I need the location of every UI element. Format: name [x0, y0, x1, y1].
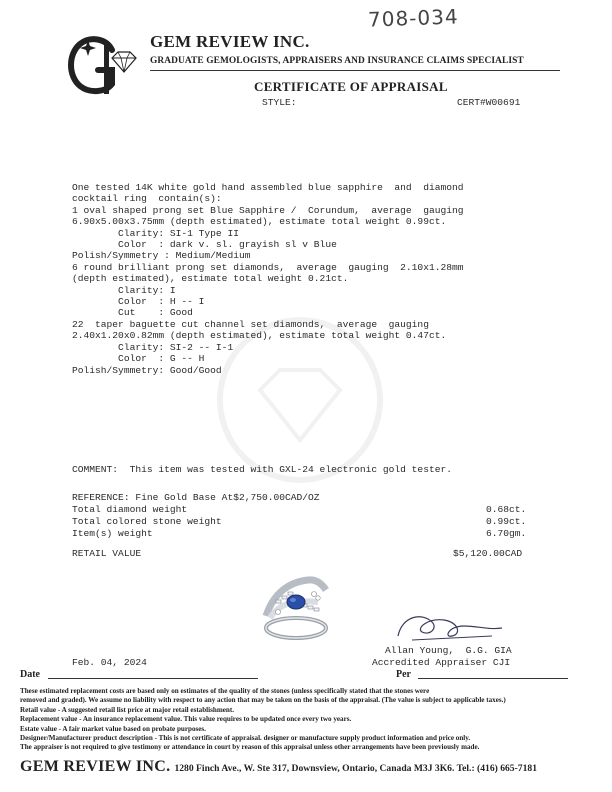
appraisal-date: Feb. 04, 2024: [72, 657, 147, 668]
footer-company-name: GEM REVIEW INC.: [20, 758, 171, 775]
disclaimer-line: Designer/Manufacturer product description - This is not certificate of appraisal. designer or manufacture supply product information and price only.: [20, 734, 471, 743]
body-line: 6 round brilliant prong set diamonds, average gauging 2.10x1.28mm: [72, 261, 464, 273]
per-line: [418, 678, 568, 679]
comment-line: COMMENT: This item was tested with GXL-24 electronic gold tester.: [72, 464, 452, 475]
summary-value-diamond: 0.68ct.: [486, 504, 527, 515]
retail-value-label: RETAIL VALUE: [72, 548, 142, 559]
body-line: Color : H -- I: [72, 296, 205, 308]
gem-logo: [60, 30, 138, 100]
company-subtitle: GRADUATE GEMOLOGISTS, APPRAISERS AND INSURANCE CLAIMS SPECIALIST: [150, 56, 524, 66]
footer: [20, 758, 537, 776]
appraiser-title: Accredited Appraiser CJI: [372, 657, 511, 668]
body-line: Cut : Good: [72, 307, 193, 319]
body-line: Color : G -- H: [72, 353, 205, 365]
body-line: Polish/Symmetry : Medium/Medium: [72, 250, 251, 262]
body-line: Clarity: SI-2 -- I-1: [72, 341, 234, 353]
body-line: Color : dark v. sl. grayish sl v Blue: [72, 239, 337, 251]
header-divider: [150, 70, 560, 71]
disclaimer-line: Retail value - A suggested retail list price at major retail establishment.: [20, 705, 234, 714]
body-line: 1 oval shaped prong set Blue Sapphire / Corundum, average gauging: [72, 204, 464, 216]
body-line: 2.40x1.20x0.82mm (depth estimated), estimate total weight 0.47ct.: [72, 330, 447, 342]
company-name: GEM REVIEW INC.: [150, 32, 310, 51]
summary-label-colored-stone: Total colored stone weight: [72, 516, 222, 527]
disclaimer-line: The appraiser is not required to give testimony or attendance in court by reason of this appraisal unless other arrangements have been previously made.: [20, 743, 480, 752]
per-label: Per: [396, 669, 411, 680]
summary-label-item-weight: Item(s) weight: [72, 528, 153, 539]
disclaimer-line: Estate value - A fair market value based on probate purposes.: [20, 724, 206, 733]
body-line: Clarity: SI-1 Type II: [72, 227, 239, 239]
body-line: 22 taper baguette cut channel set diamonds, average gauging: [72, 318, 429, 330]
summary-label-diamond: Total diamond weight: [72, 504, 188, 515]
body-line: cocktail ring contain(s):: [72, 193, 222, 205]
date-label: Date: [20, 669, 40, 680]
date-line: [48, 678, 258, 679]
body-line: One tested 14K white gold hand assembled blue sapphire and diamond: [72, 182, 464, 193]
summary-value-colored-stone: 0.99ct.: [486, 516, 527, 527]
handwritten-reference-number: 708-034: [367, 4, 459, 32]
description-body: [72, 182, 464, 376]
appraiser-name: Allan Young, G.G. GIA: [385, 645, 512, 656]
style-label: STYLE:: [262, 97, 297, 108]
appraiser-signature: [392, 606, 512, 646]
body-line: (depth estimated), estimate total weight 0.21ct.: [72, 273, 349, 285]
certificate-number: CERT#W00691: [457, 97, 521, 108]
retail-value-amount: $5,120.00CAD: [453, 548, 523, 559]
body-line: Clarity: I: [72, 284, 176, 296]
certificate-title: CERTIFICATE OF APPRAISAL: [254, 79, 448, 94]
disclaimer-line: These estimated replacement costs are based only on estimates of the quality of the stones (unless specifically stated that the stones were: [20, 687, 430, 695]
ring-photo: [256, 572, 336, 644]
body-line: 6.90x5.00x3.75mm (depth estimated), estimate total weight 0.99ct.: [72, 216, 447, 228]
footer-address: 1280 Finch Ave., W. Ste 317, Downsview, Ontario, Canada M3J 3K6. Tel.: (416) 665-7181: [174, 763, 537, 774]
reference-line: REFERENCE: Fine Gold Base At$2,750.00CAD/OZ: [72, 492, 320, 503]
disclaimer-line: Replacement value - An insurance replacement value. This value requires to be updated once every two years.: [20, 715, 352, 724]
body-line: Polish/Symmetry: Good/Good: [72, 364, 222, 376]
disclaimer-block: [20, 687, 506, 753]
disclaimer-line: removed and graded). We assume no liability with respect to any action that may be taken on the basis of the appraisal. (The value is subject to applicable taxes.): [20, 696, 506, 705]
summary-value-item-weight: 6.70gm.: [486, 528, 527, 539]
